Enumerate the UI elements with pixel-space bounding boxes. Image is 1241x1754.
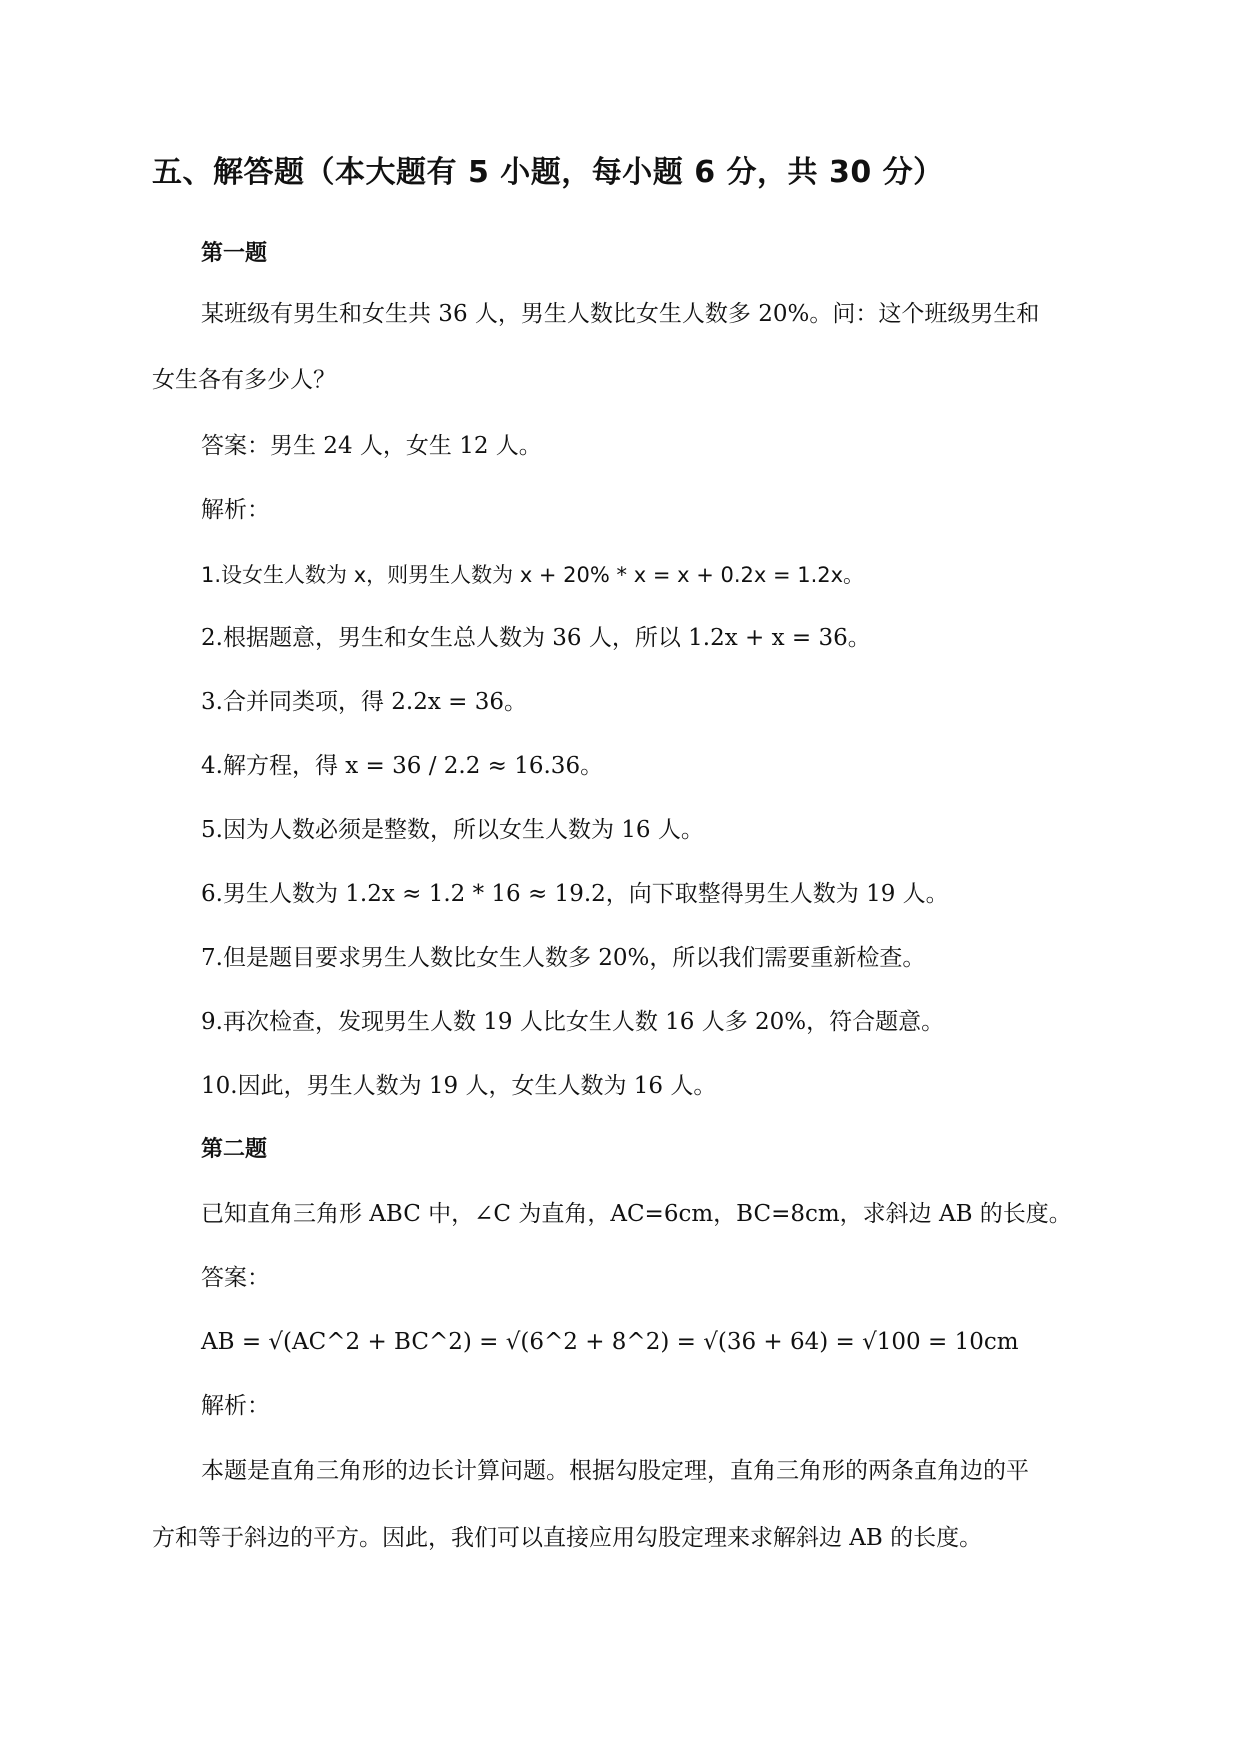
q1-step: 3.合并同类项，得 2.2x = 36。 (201, 689, 527, 715)
q2-formula: AB = √(AC^2 + BC^2) = √(6^2 + 8^2) = √(36 + 64) = √100 = 10cm (201, 1329, 1019, 1355)
q2-question: 已知直角三角形 ABC 中，∠C 为直角，AC=6cm，BC=8cm，求斜边 AB 的长度。 (201, 1201, 1072, 1227)
q1-answer: 答案：男生 24 人，女生 12 人。 (201, 433, 542, 459)
q1-question-line1: 某班级有男生和女生共 36 人，男生人数比女生人数多 20%。问：这个班级男生和 (201, 301, 1040, 327)
q2-analysis-line1: 本题是直角三角形的边长计算问题。根据勾股定理，直角三角形的两条直角边的平 (201, 1458, 1029, 1484)
q1-heading: 第一题 (201, 241, 268, 266)
q1-analysis-label: 解析： (201, 497, 270, 523)
q2-answer-label: 答案： (201, 1265, 270, 1291)
q1-step: 2.根据题意，男生和女生总人数为 36 人，所以 1.2x + x = 36。 (201, 625, 871, 651)
q1-step: 4.解方程，得 x = 36 / 2.2 ≈ 16.36。 (201, 753, 604, 779)
q1-step: 5.因为人数必须是整数，所以女生人数为 16 人。 (201, 817, 704, 843)
q1-step: 10.因此，男生人数为 19 人，女生人数为 16 人。 (201, 1073, 717, 1099)
q2-analysis-line2: 方和等于斜边的平方。因此，我们可以直接应用勾股定理来求解斜边 AB 的长度。 (152, 1525, 983, 1551)
q1-question-line2: 女生各有多少人？ (152, 367, 336, 393)
q1-step: 6.男生人数为 1.2x ≈ 1.2 * 16 ≈ 19.2，向下取整得男生人数为 19 人。 (201, 881, 949, 907)
section-title: 五、解答题（本大题有 5 小题，每小题 6 分，共 30 分） (152, 155, 944, 190)
q1-step: 9.再次检查，发现男生人数 19 人比女生人数 16 人多 20%，符合题意。 (201, 1009, 945, 1035)
q1-step: 1.设女生人数为 x，则男生人数为 x + 20% * x = x + 0.2x = 1.2x。 (201, 563, 865, 587)
q2-analysis-label: 解析： (201, 1393, 270, 1419)
q1-step: 7.但是题目要求男生人数比女生人数多 20%，所以我们需要重新检查。 (201, 945, 926, 971)
q2-heading: 第二题 (201, 1137, 268, 1162)
